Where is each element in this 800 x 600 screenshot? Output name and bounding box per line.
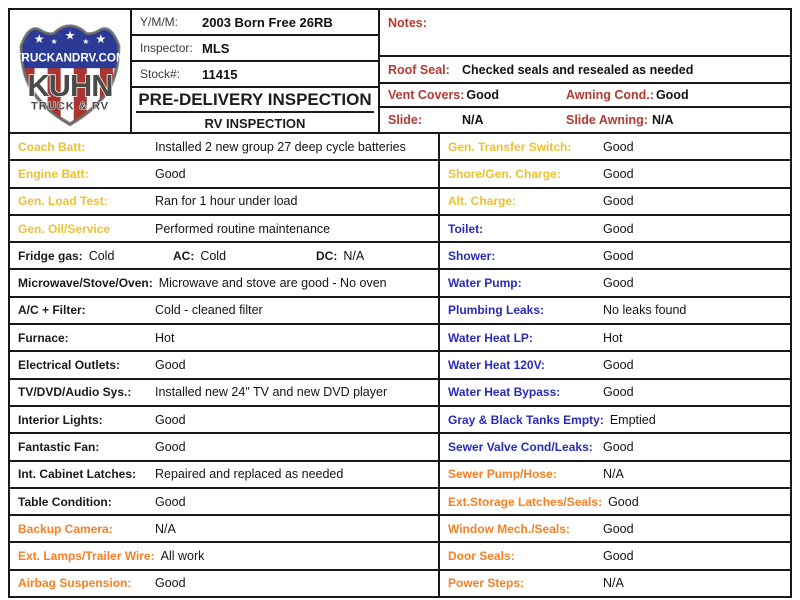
field-label: AC: (173, 248, 195, 263)
field-value: Good (155, 412, 186, 427)
inspection-grid (10, 134, 790, 596)
field-value: Ran for 1 hour under load (155, 194, 298, 209)
inspection-row (10, 489, 438, 516)
inspection-row (440, 380, 790, 407)
field-label: Gray & Black Tanks Empty: (448, 412, 604, 427)
field-value: Hot (603, 330, 623, 345)
vehicle-info (132, 10, 380, 132)
inspection-row (10, 516, 438, 543)
inspection-row (10, 243, 438, 270)
field-label: Power Steps: (448, 576, 525, 591)
field-value: Repaired and replaced as needed (155, 467, 344, 482)
field-label: Electrical Outlets: (18, 358, 121, 373)
logo-site-text: TRUCKANDRV.COM (14, 51, 126, 65)
field-label: Fantastic Fan: (18, 439, 100, 454)
field-value: Microwave and stove are good - No oven (158, 276, 387, 291)
field-label: A/C + Filter: (18, 303, 86, 318)
ymm-value: 2003 Born Free 26RB (202, 14, 333, 30)
field-value: Cold - cleaned filter (155, 303, 263, 318)
ymm-label: Y/M/M: (140, 15, 178, 29)
field-value: N/A (603, 576, 624, 591)
field-value: Good (603, 166, 634, 181)
field-value: Good (603, 276, 634, 291)
inspection-row (440, 189, 790, 216)
inspection-field (18, 249, 173, 263)
field-label: Ext. Lamps/Trailer Wire: (18, 549, 155, 564)
field-label: Sewer Valve Cond/Leaks: (448, 439, 593, 454)
slide-row (380, 108, 790, 132)
field-label: Sewer Pump/Hose: (448, 467, 557, 482)
inspection-row (10, 216, 438, 243)
inspection-row (440, 462, 790, 489)
field-label: Shore/Gen. Charge: (448, 166, 561, 181)
field-value: Good (603, 385, 634, 400)
ymm-field (132, 10, 378, 36)
dealer-logo (10, 10, 132, 132)
field-value: Good (155, 576, 186, 591)
field-value: Good (603, 194, 634, 209)
field-label: Gen. Transfer Switch: (448, 139, 572, 154)
field-label: Gen. Oil/Service (18, 221, 111, 236)
field-value: N/A (343, 248, 365, 263)
inspection-row (10, 134, 438, 161)
field-label: Int. Cabinet Latches: (18, 467, 137, 482)
inspection-row (10, 270, 438, 297)
inspection-row (10, 189, 438, 216)
inspection-row (440, 489, 790, 516)
inspection-row (440, 216, 790, 243)
field-value: Good (603, 439, 634, 454)
roof-seal-value: Checked seals and resealed as needed (462, 62, 694, 77)
inspection-field (316, 249, 364, 263)
field-value: Good (603, 139, 634, 154)
awning-cond-value: Good (655, 88, 689, 102)
inspection-field (173, 249, 316, 263)
logo-name-text: KUHN (27, 68, 113, 104)
field-label: Water Heat Bypass: (448, 385, 561, 400)
awning-cond-label: Awning Cond.: (566, 88, 654, 102)
notes-label: Notes: (388, 16, 427, 30)
page-subtitle: RV INSPECTION (204, 115, 306, 131)
page-title: PRE-DELIVERY INSPECTION (136, 90, 373, 113)
inspection-row (10, 462, 438, 489)
inspection-row (440, 161, 790, 188)
field-value: Cold (88, 248, 115, 263)
inspection-row (440, 571, 790, 596)
field-value: Performed routine maintenance (155, 221, 331, 236)
field-value: Cold (200, 248, 227, 263)
field-label: Water Pump: (448, 276, 522, 291)
star-icon: ★ (82, 36, 90, 46)
kuhn-shield-logo (14, 13, 126, 129)
slide-label: Slide: (388, 113, 423, 127)
field-value: Good (155, 166, 186, 181)
star-icon: ★ (33, 32, 45, 46)
slide-awning-value: N/A (652, 113, 674, 127)
notes-cell (380, 10, 790, 57)
field-value: Good (608, 494, 639, 509)
inspection-row (10, 161, 438, 188)
slide-awning-field (566, 113, 674, 127)
field-label: DC: (316, 248, 338, 263)
inspection-row (10, 543, 438, 570)
stock-field (132, 62, 378, 88)
inspection-row (10, 352, 438, 379)
field-value: Hot (155, 330, 175, 345)
stock-value: 11415 (202, 66, 238, 82)
vent-covers-field (388, 88, 566, 102)
star-icon: ★ (95, 32, 107, 46)
field-value: All work (160, 549, 205, 564)
inspection-row (10, 325, 438, 352)
title-block (132, 88, 378, 132)
inspection-row (440, 352, 790, 379)
inspection-row (440, 407, 790, 434)
field-label: Engine Batt: (18, 166, 89, 181)
field-label: Backup Camera: (18, 521, 113, 536)
inspection-row (440, 434, 790, 461)
star-icon: ★ (64, 28, 76, 43)
field-label: Water Heat LP: (448, 330, 533, 345)
exterior-summary (380, 10, 790, 132)
field-value: Good (155, 494, 186, 509)
inspection-row (10, 407, 438, 434)
field-value: Good (155, 439, 186, 454)
inspector-field (132, 36, 378, 62)
field-value: Good (603, 521, 634, 536)
slide-field (388, 113, 566, 127)
field-label: Ext.Storage Latches/Seals: (448, 494, 603, 509)
field-label: Window Mech./Seals: (448, 521, 570, 536)
field-value: N/A (155, 521, 176, 536)
field-label: Toilet: (448, 221, 484, 236)
inspection-row (440, 243, 790, 270)
field-label: Coach Batt: (18, 139, 86, 154)
inspection-row (10, 298, 438, 325)
vent-awning-row (380, 84, 790, 108)
field-label: Table Condition: (18, 494, 112, 509)
inspector-value: MLS (202, 40, 230, 56)
roof-seal-label: Roof Seal: (388, 62, 450, 77)
field-label: Water Heat 120V: (448, 358, 545, 373)
field-value: Installed 2 new group 27 deep cycle batteries (155, 139, 406, 154)
field-value: Good (603, 358, 634, 373)
inspection-row (440, 298, 790, 325)
inspection-row (440, 134, 790, 161)
field-label: Plumbing Leaks: (448, 303, 545, 318)
inspection-row (440, 325, 790, 352)
logo-tagline-text: TRUCK & RV (30, 100, 110, 113)
field-label: TV/DVD/Audio Sys.: (18, 385, 132, 400)
inspection-row (440, 516, 790, 543)
field-value: Good (603, 221, 634, 236)
vent-covers-label: Vent Covers: (388, 88, 465, 102)
notes-value (427, 16, 429, 30)
slide-value: N/A (462, 113, 484, 127)
awning-cond-field (566, 88, 689, 102)
inspection-column-right (440, 134, 790, 596)
field-label: Airbag Suspension: (18, 576, 132, 591)
field-value: No leaks found (603, 303, 687, 318)
field-label: Shower: (448, 248, 496, 263)
inspection-row (10, 380, 438, 407)
field-label: Fridge gas: (18, 248, 83, 263)
inspection-row (10, 571, 438, 596)
field-value: Emptied (609, 412, 656, 427)
inspection-row (440, 543, 790, 570)
sheet-header (10, 10, 790, 134)
inspector-label: Inspector: (140, 41, 193, 55)
inspection-sheet (8, 8, 792, 598)
field-value: Good (155, 358, 186, 373)
star-icon: ★ (50, 36, 58, 46)
slide-awning-label: Slide Awning: (566, 113, 648, 127)
field-label: Door Seals: (448, 549, 515, 564)
inspection-row (440, 270, 790, 297)
field-value: Installed new 24" TV and new DVD player (155, 385, 388, 400)
field-value: Good (603, 549, 634, 564)
field-value: N/A (603, 467, 624, 482)
stock-label: Stock#: (140, 67, 181, 81)
inspection-column-left (10, 134, 440, 596)
vent-covers-value: Good (466, 88, 500, 102)
field-label: Alt. Charge: (448, 194, 517, 209)
roof-seal-row (380, 57, 790, 84)
field-label: Furnace: (18, 330, 69, 345)
field-value: Good (603, 248, 634, 263)
field-label: Interior Lights: (18, 412, 103, 427)
inspection-row (10, 434, 438, 461)
field-label: Microwave/Stove/Oven: (18, 276, 153, 291)
field-label: Gen. Load Test: (18, 194, 108, 209)
